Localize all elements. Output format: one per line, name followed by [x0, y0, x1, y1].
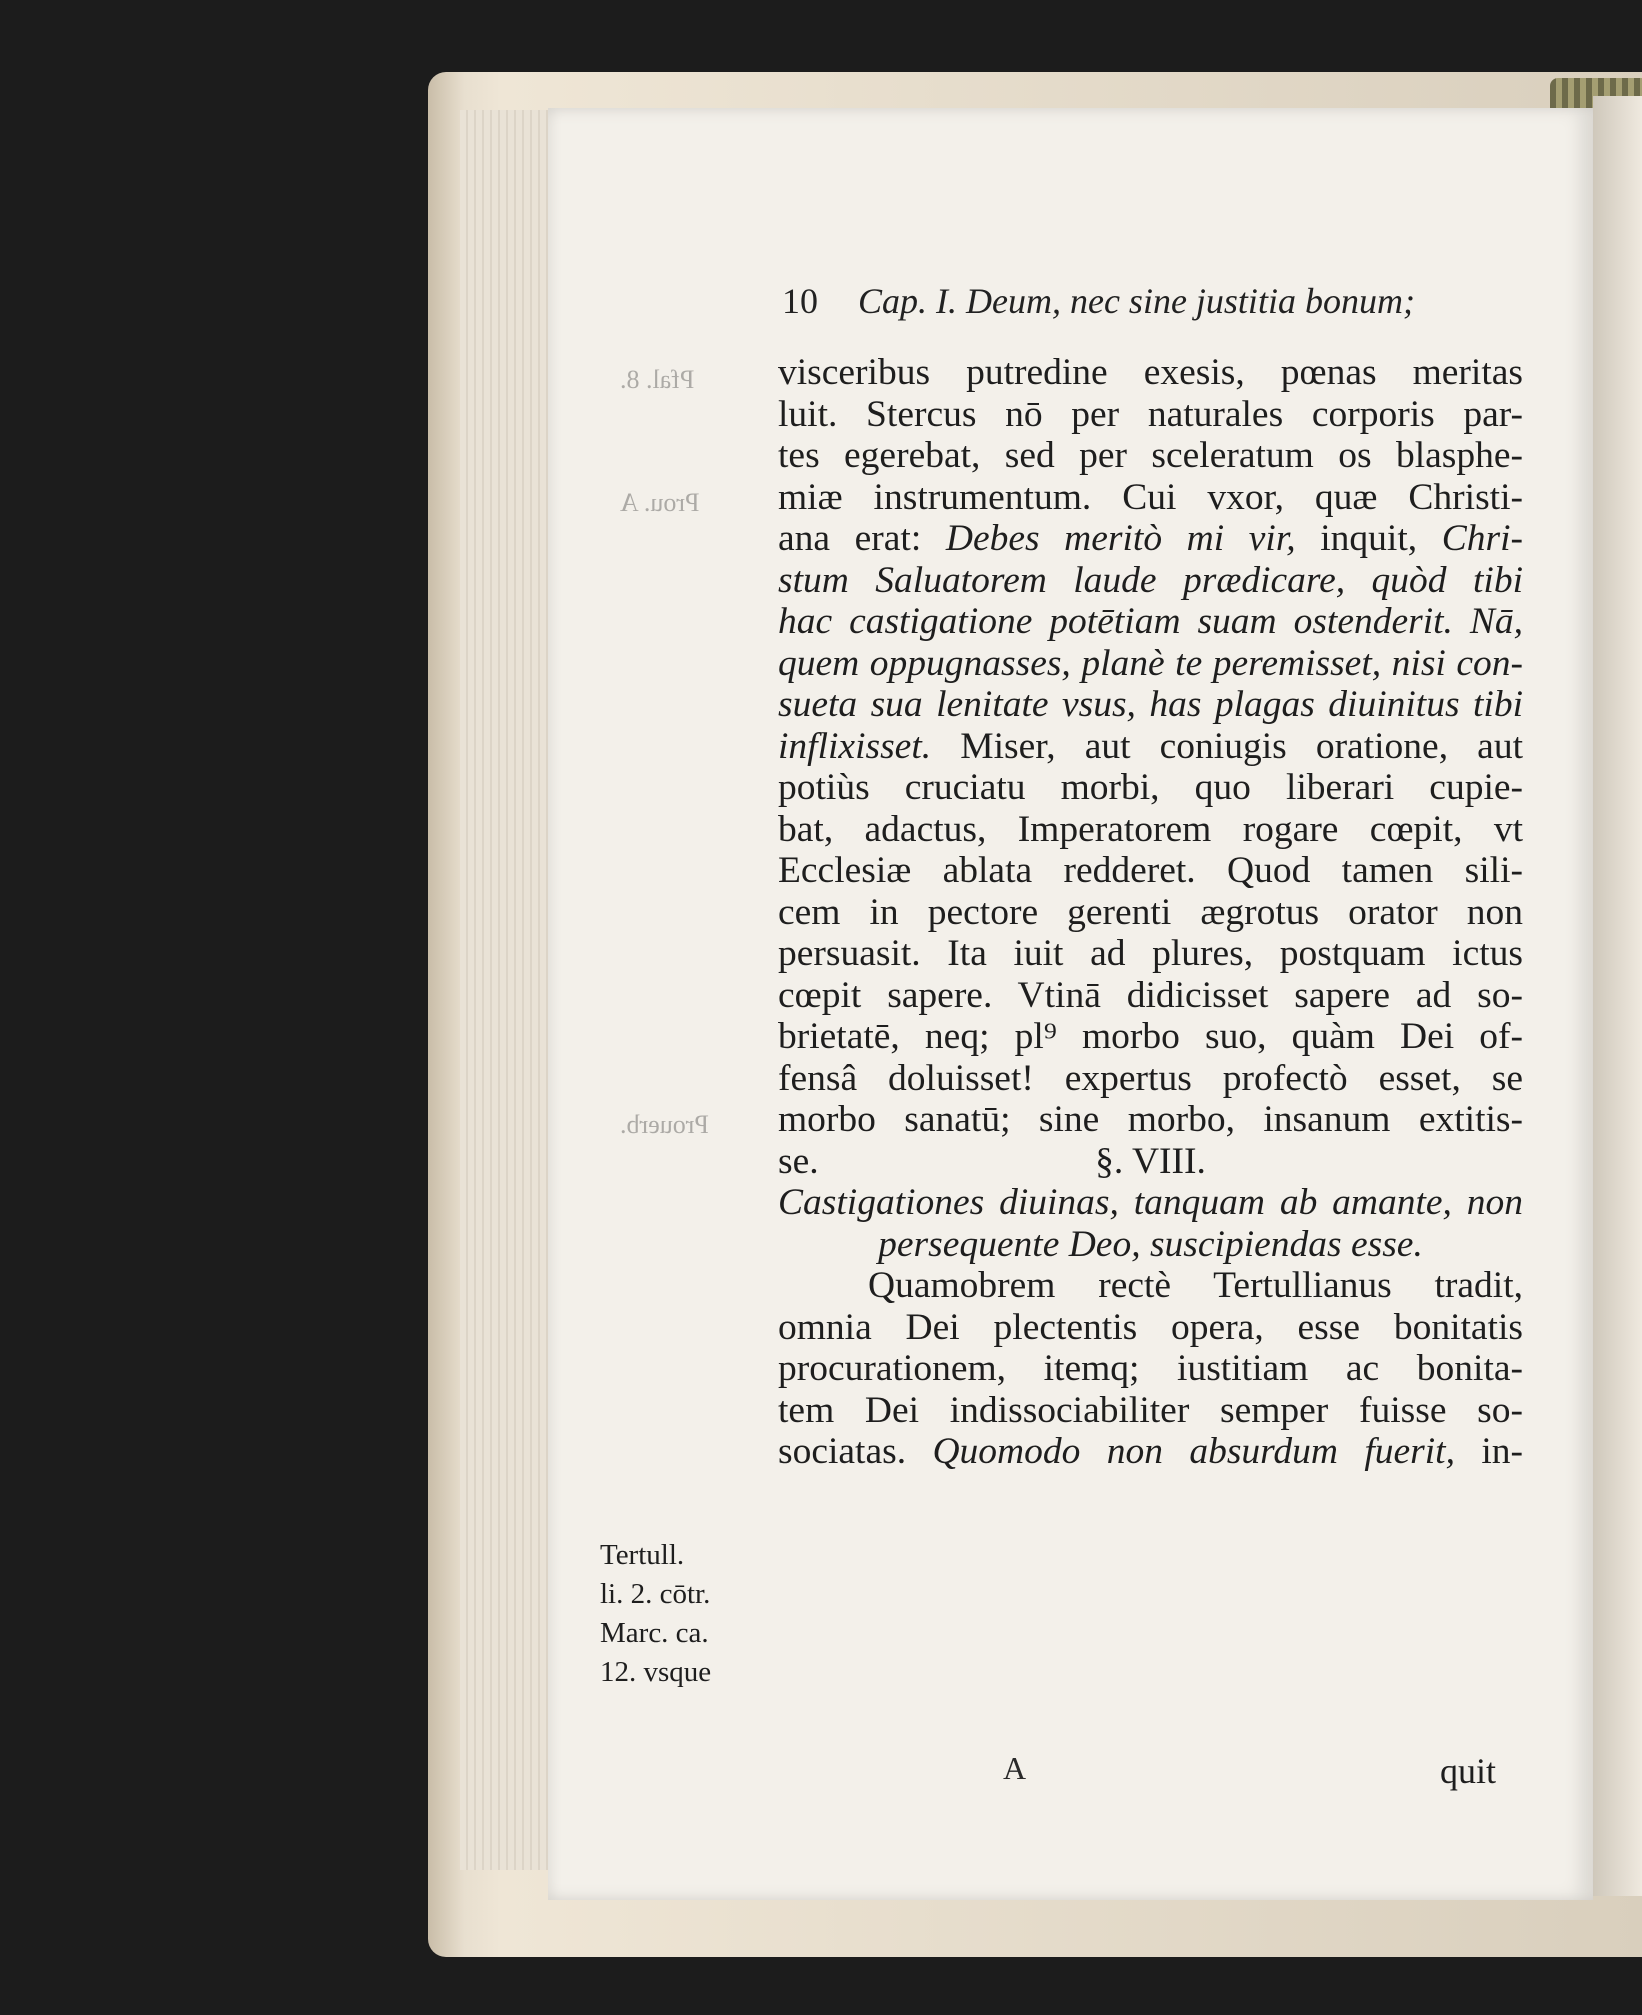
- text-segment-italic: Chri-: [1441, 518, 1523, 559]
- marginal-note-line: 12. vsque: [600, 1656, 712, 1688]
- text-line: luit. Stercus nō per naturales corporis par-: [778, 393, 1523, 435]
- bleed-through-text: Prou. A: [620, 488, 700, 517]
- text-line: persuasit. Ita iuit ad plures, postquam ictus: [778, 933, 1523, 974]
- text-line: [778, 518, 1523, 560]
- marginal-note-line: Tertull.: [600, 1539, 685, 1571]
- text-line: sueta sua lenitate vsus, has plagas diuinitus tibi: [778, 684, 1523, 725]
- section-subtitle: Castigationes diuinas, tanquam ab amante, non: [778, 1182, 1523, 1223]
- text-segment: inquit,: [1295, 518, 1442, 559]
- text-line: tem Dei indissociabiliter semper fuisse so-: [778, 1389, 1523, 1431]
- text-segment: in-: [1454, 1431, 1523, 1472]
- marginal-note-line: Marc. ca.: [600, 1617, 709, 1649]
- signature-mark: A: [1003, 1750, 1027, 1786]
- text-line: [778, 1431, 1523, 1473]
- text-segment: sociatas.: [778, 1431, 933, 1472]
- facing-page-edge: [1593, 96, 1642, 1896]
- section-heading: §. VIII.: [1095, 1140, 1206, 1182]
- text-line: brietatē, neq; pl⁹ morbo suo, quàm Dei of-: [778, 1016, 1523, 1057]
- text-line: potiùs cruciatu morbi, quo liberari cupie-: [778, 767, 1523, 808]
- text-line: miæ instrumentum. Cui vxor, quæ Christi-: [778, 476, 1523, 518]
- text-line: omnia Dei plectentis opera, esse bonitatis: [778, 1306, 1523, 1348]
- page-number: 10: [782, 281, 818, 321]
- text-line: cem in pectore gerenti ægrotus orator non: [778, 891, 1523, 933]
- text-line: Quamobrem rectè Tertullianus tradit,: [868, 1265, 1523, 1306]
- text-line: tes egerebat, sed per sceleratum os blasphe-: [778, 435, 1523, 476]
- running-header: [782, 280, 1522, 322]
- marginal-note: [600, 1536, 740, 1692]
- text-segment: Miser, aut coniugis oratione, aut: [931, 725, 1523, 767]
- section-subtitle: persequente Deo, suscipiendas esse.: [878, 1223, 1423, 1265]
- text-line: [778, 726, 1523, 768]
- bleed-through-text: Pfal. 8.: [620, 365, 695, 394]
- text-segment-italic: Debes meritò mi vir,: [945, 518, 1296, 559]
- main-text-block: [778, 352, 1523, 1473]
- text-line: quem oppugnasses, planè te peremisset, nisi con-: [778, 642, 1523, 684]
- text-segment-italic: inflixisset.: [778, 725, 932, 767]
- text-line: cœpit sapere. Vtinā didicisset sapere ad so-: [778, 974, 1523, 1016]
- text-line: bat, adactus, Imperatorem rogare cœpit, vt: [778, 808, 1523, 850]
- text-segment-italic: Quomodo non absurdum fuerit,: [932, 1431, 1455, 1472]
- text-line: fensâ doluisset! expertus profectò esset, se: [778, 1057, 1523, 1099]
- bleed-through-text: Prouerb.: [620, 1110, 709, 1139]
- page-edges: [460, 110, 550, 1870]
- text-line: se.: [778, 1140, 819, 1182]
- text-segment: ana erat:: [778, 518, 946, 559]
- text-line: procurationem, itemq; iustitiam ac bonita-: [778, 1348, 1523, 1389]
- text-line: stum Saluatorem laude prædicare, quòd tibi: [778, 559, 1523, 601]
- running-title: Cap. I. Deum, nec sine justitia bonum;: [858, 281, 1415, 321]
- text-line: morbo sanatū; sine morbo, insanum extitis-: [778, 1099, 1523, 1140]
- text-line: hac castigatione potētiam suam ostenderit. Nā,: [778, 601, 1523, 642]
- text-line: Ecclesiæ ablata redderet. Quod tamen sili-: [778, 850, 1523, 891]
- catchword: quit: [1440, 1751, 1497, 1791]
- text-line: visceribus putredine exesis, pœnas meritas: [778, 352, 1523, 393]
- marginal-note-line: li. 2. cōtr.: [600, 1578, 711, 1610]
